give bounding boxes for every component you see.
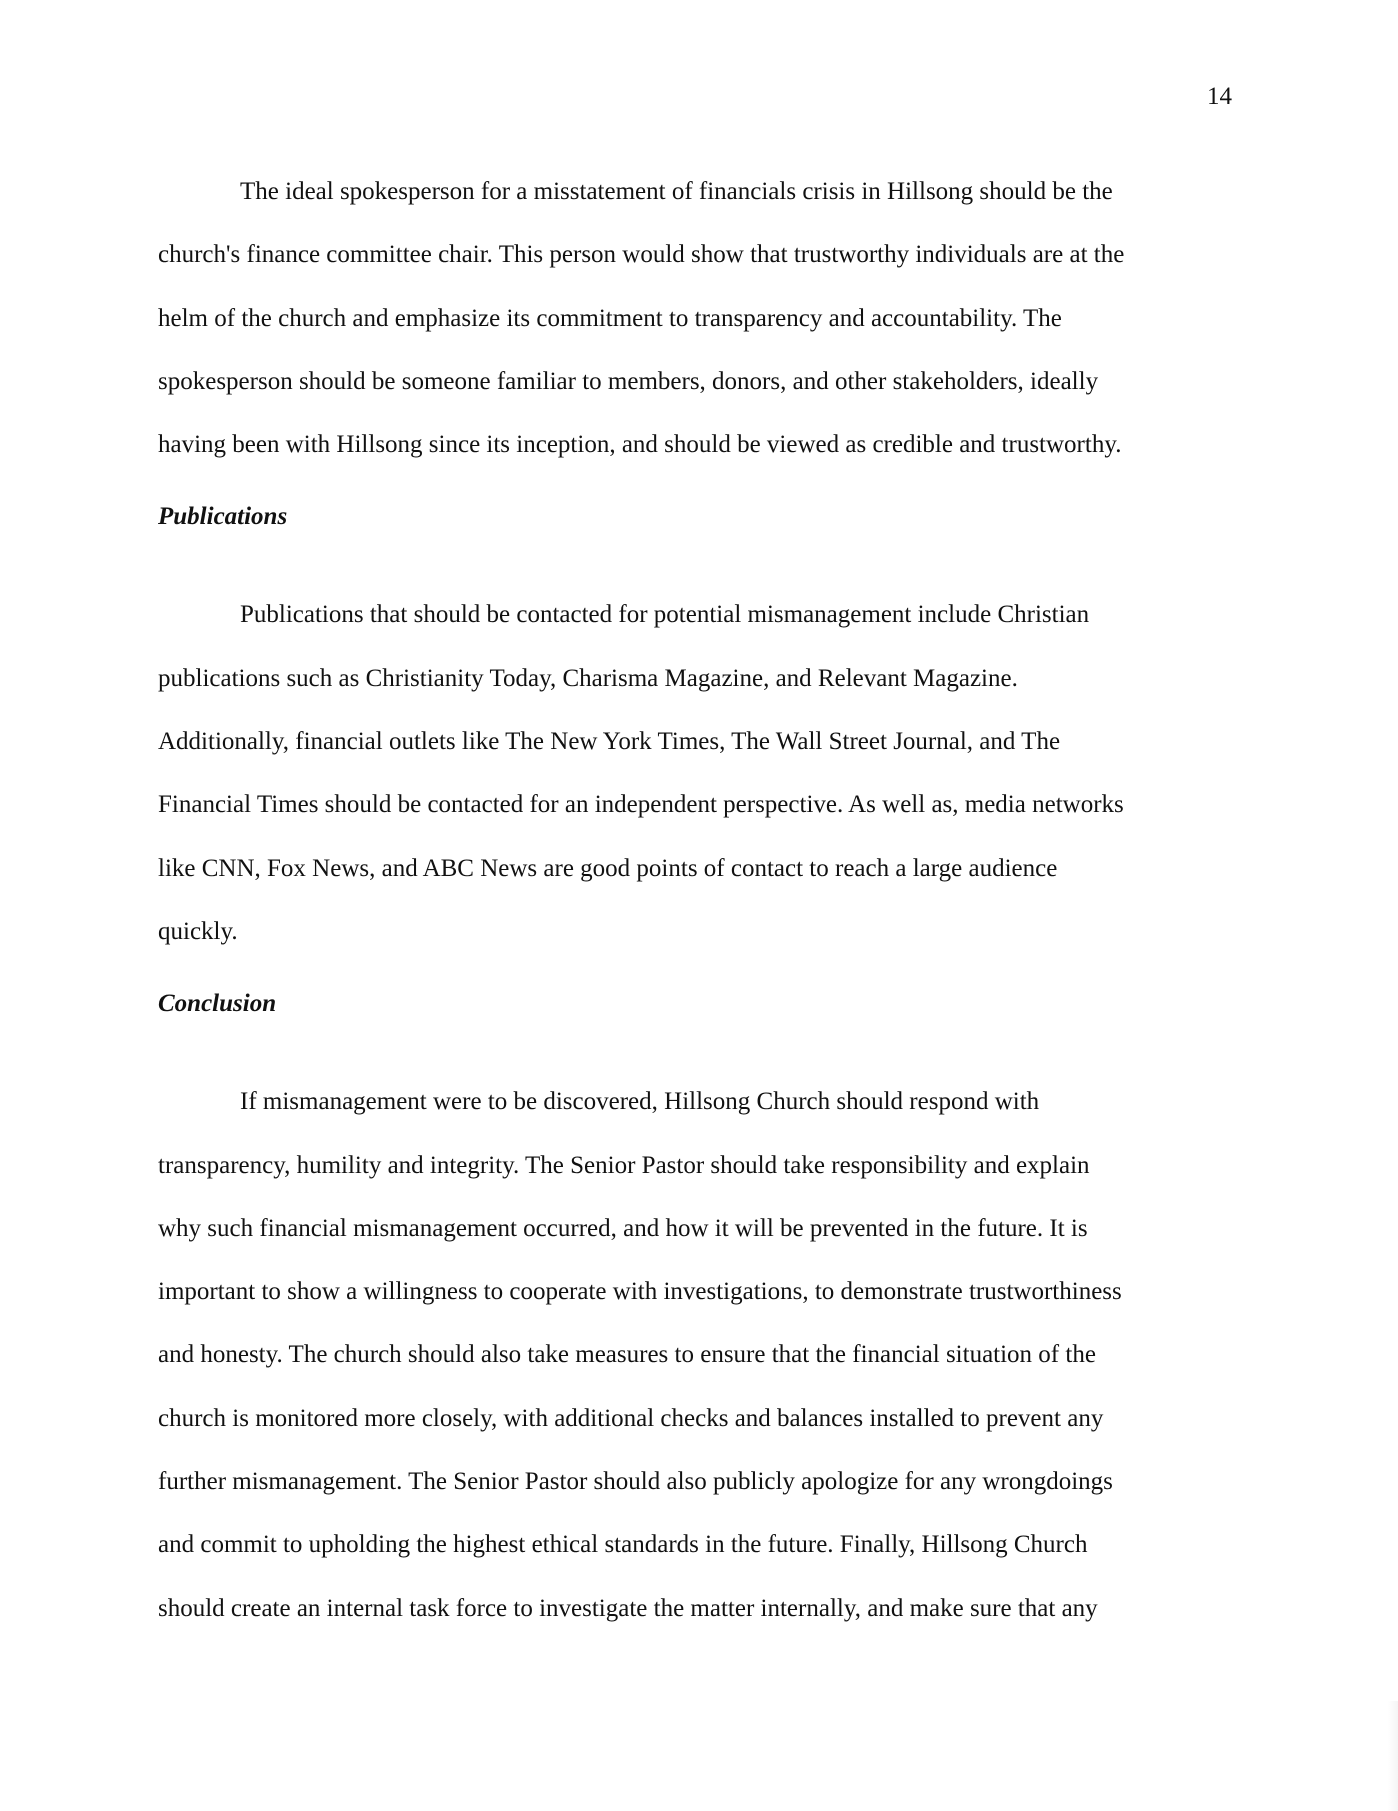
text-line: important to show a willingness to cooperate with investigations, to demonstrate trustworthiness (158, 1278, 1122, 1306)
text-line: Additionally, financial outlets like The New York Times, The Wall Street Journal, and The (158, 728, 1061, 756)
document-body (158, 160, 1238, 1640)
text-line: should create an internal task force to investigate the matter internally, and make sure that any (158, 1594, 1098, 1622)
section-heading-publications: Publications (158, 503, 288, 531)
text-line: If mismanagement were to be discovered, Hillsong Church should respond with (240, 1088, 1040, 1116)
paragraph-publications (158, 583, 1238, 963)
page-number: 14 (1207, 83, 1232, 110)
text-line: helm of the church and emphasize its commitment to transparency and accountability. The (158, 304, 1062, 332)
section-heading-conclusion: Conclusion (158, 990, 277, 1018)
text-line: like CNN, Fox News, and ABC News are good points of contact to reach a large audience (158, 854, 1058, 882)
text-line: quickly. (158, 917, 238, 945)
text-line: church's finance committee chair. This person would show that trustworthy individuals are at the (158, 241, 1125, 269)
text-line: church is monitored more closely, with additional checks and balances installed to prevent any (158, 1404, 1104, 1432)
text-line: and honesty. The church should also take measures to ensure that the financial situation of the (158, 1341, 1096, 1369)
paragraph-conclusion (158, 1070, 1238, 1640)
text-line: further mismanagement. The Senior Pastor should also publicly apologize for any wrongdoings (158, 1468, 1113, 1496)
text-line: The ideal spokesperson for a misstatement of financials crisis in Hillsong should be the (240, 178, 1113, 205)
text-line: having been with Hillsong since its inception, and should be viewed as credible and trustworthy. (158, 431, 1122, 459)
text-line: transparency, humility and integrity. The Senior Pastor should take responsibility and explain (158, 1151, 1090, 1179)
text-line: spokesperson should be someone familiar to members, donors, and other stakeholders, ideally (158, 367, 1099, 395)
text-line: Publications that should be contacted for potential mismanagement include Christian (240, 601, 1090, 629)
paragraph-spokesperson (158, 160, 1238, 476)
text-line: why such financial mismanagement occurred, and how it will be prevented in the future. It is (158, 1214, 1088, 1242)
text-line: Financial Times should be contacted for an independent perspective. As well as, media networks (158, 791, 1124, 819)
page-curl-shadow (1388, 1701, 1398, 1811)
text-line: publications such as Christianity Today, Charisma Magazine, and Relevant Magazine. (158, 664, 1018, 692)
text-line: and commit to upholding the highest ethical standards in the future. Finally, Hillsong Church (158, 1531, 1088, 1559)
